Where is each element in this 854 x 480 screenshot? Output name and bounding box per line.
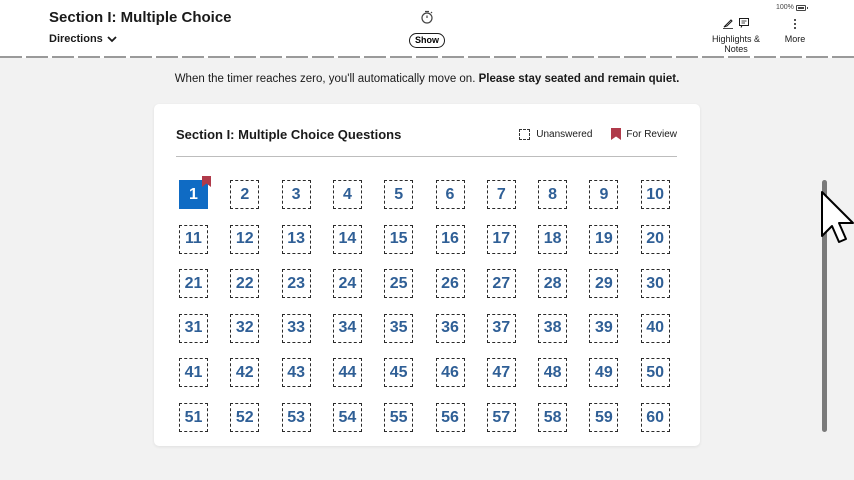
question-navigator-card <box>154 104 700 446</box>
question-button-17[interactable] <box>487 225 516 254</box>
question-number: 44 <box>338 363 357 381</box>
question-number: 33 <box>287 319 305 337</box>
question-number: 30 <box>646 274 665 292</box>
question-button-19[interactable] <box>589 225 618 254</box>
question-number: 10 <box>646 185 665 203</box>
question-number: 49 <box>594 363 613 381</box>
question-button-6[interactable] <box>436 180 465 209</box>
question-button-59[interactable] <box>589 403 618 432</box>
question-button-53[interactable] <box>282 403 311 432</box>
question-button-26[interactable] <box>436 269 465 298</box>
question-button-48[interactable] <box>538 358 567 387</box>
notice-text: When the timer reaches zero, you'll automatically move on. <box>174 73 479 85</box>
question-button-30[interactable] <box>641 269 670 298</box>
question-button-15[interactable] <box>384 225 413 254</box>
question-button-47[interactable] <box>487 358 516 387</box>
question-button-34[interactable] <box>333 314 362 343</box>
question-number: 11 <box>185 230 202 248</box>
question-button-50[interactable] <box>641 358 670 387</box>
question-button-9[interactable] <box>589 180 618 209</box>
question-button-46[interactable] <box>436 358 465 387</box>
question-number: 36 <box>441 319 459 337</box>
question-number: 43 <box>287 363 305 381</box>
question-button-45[interactable] <box>384 358 413 387</box>
question-button-13[interactable] <box>282 225 311 254</box>
question-number: 57 <box>492 408 511 426</box>
question-button-20[interactable] <box>641 225 670 254</box>
question-button-55[interactable] <box>384 403 413 432</box>
top-bar <box>0 0 854 58</box>
more-vertical-icon <box>782 17 808 31</box>
question-number: 24 <box>338 274 357 292</box>
question-number: 20 <box>646 230 665 248</box>
question-number: 50 <box>646 363 665 381</box>
question-number: 22 <box>235 274 254 292</box>
question-number: 56 <box>441 408 459 426</box>
question-number: 26 <box>441 274 459 292</box>
question-button-27[interactable] <box>487 269 516 298</box>
question-button-14[interactable] <box>333 225 362 254</box>
question-number: 40 <box>646 319 665 337</box>
question-number: 19 <box>594 230 613 248</box>
question-number: 8 <box>548 185 558 203</box>
card-title: Section I: Multiple Choice Questions <box>176 127 402 142</box>
question-button-54[interactable] <box>333 403 362 432</box>
question-button-7[interactable] <box>487 180 516 209</box>
question-button-52[interactable] <box>230 403 259 432</box>
question-button-12[interactable] <box>230 225 259 254</box>
question-number: 32 <box>235 319 254 337</box>
question-number: 34 <box>338 319 357 337</box>
page-title: Section I: Multiple Choice <box>49 9 232 26</box>
question-button-56[interactable] <box>436 403 465 432</box>
question-button-41[interactable] <box>179 358 208 387</box>
question-button-33[interactable] <box>282 314 311 343</box>
question-number: 52 <box>235 408 254 426</box>
question-button-29[interactable] <box>589 269 618 298</box>
question-number: 53 <box>287 408 305 426</box>
question-number: 3 <box>291 185 301 203</box>
question-number: 42 <box>235 363 254 381</box>
question-number: 35 <box>389 319 408 337</box>
question-number: 9 <box>599 185 609 203</box>
question-number: 51 <box>184 408 203 426</box>
question-button-3[interactable] <box>282 180 311 209</box>
legend <box>519 128 677 140</box>
question-button-39[interactable] <box>589 314 618 343</box>
question-button-60[interactable] <box>641 403 670 432</box>
chevron-down-icon <box>107 36 117 43</box>
more-button[interactable] <box>782 17 808 44</box>
question-button-28[interactable] <box>538 269 567 298</box>
show-timer-button[interactable]: Show <box>409 33 445 48</box>
question-button-24[interactable] <box>333 269 362 298</box>
question-button-25[interactable] <box>384 269 413 298</box>
question-number: 48 <box>543 363 562 381</box>
unanswered-legend-icon <box>519 129 530 140</box>
question-number: 37 <box>492 319 511 337</box>
timer-notice <box>0 73 854 85</box>
question-button-4[interactable] <box>333 180 362 209</box>
question-button-10[interactable] <box>641 180 670 209</box>
question-number: 38 <box>543 319 562 337</box>
question-button-51[interactable] <box>179 403 208 432</box>
question-number: 6 <box>445 185 455 203</box>
question-number: 41 <box>184 363 203 381</box>
notice-bold-text: Please stay seated and remain quiet. <box>478 73 680 85</box>
legend-review-label: For Review <box>626 128 677 140</box>
question-number: 59 <box>594 408 613 426</box>
question-number: 5 <box>394 185 404 203</box>
question-number: 16 <box>441 230 459 248</box>
header-divider <box>0 56 854 58</box>
question-button-22[interactable] <box>230 269 259 298</box>
question-number: 47 <box>492 363 511 381</box>
question-button-40[interactable] <box>641 314 670 343</box>
question-button-42[interactable] <box>230 358 259 387</box>
question-button-5[interactable] <box>384 180 413 209</box>
question-number: 58 <box>543 408 562 426</box>
mouse-cursor-icon <box>820 190 854 248</box>
question-number: 54 <box>338 408 357 426</box>
question-button-2[interactable] <box>230 180 259 209</box>
question-number: 7 <box>496 185 506 203</box>
question-number: 60 <box>646 408 665 426</box>
question-button-37[interactable] <box>487 314 516 343</box>
question-number: 21 <box>184 274 203 292</box>
question-button-43[interactable] <box>282 358 311 387</box>
question-button-31[interactable] <box>179 314 208 343</box>
question-number: 14 <box>338 230 357 248</box>
question-button-32[interactable] <box>230 314 259 343</box>
question-number: 4 <box>342 185 352 203</box>
question-button-57[interactable] <box>487 403 516 432</box>
question-button-1[interactable] <box>179 180 208 209</box>
question-number: 2 <box>240 185 250 203</box>
review-flag-icon <box>202 176 211 187</box>
highlights-notes-label: Highlights & Notes <box>711 34 761 54</box>
review-flag-icon <box>611 128 621 140</box>
battery-icon <box>796 5 806 11</box>
highlights-notes-button[interactable] <box>699 17 773 54</box>
highlighter-icon <box>722 17 734 29</box>
question-number: 29 <box>594 274 613 292</box>
question-number: 39 <box>594 319 613 337</box>
question-number: 23 <box>287 274 305 292</box>
card-divider <box>176 156 677 157</box>
question-number: 31 <box>184 319 203 337</box>
question-number: 25 <box>389 274 408 292</box>
question-button-11[interactable] <box>179 225 208 254</box>
battery-status <box>776 4 806 11</box>
question-button-8[interactable] <box>538 180 567 209</box>
battery-percent: 100% <box>776 4 794 11</box>
question-number: 27 <box>492 274 511 292</box>
question-number: 55 <box>389 408 408 426</box>
question-button-16[interactable] <box>436 225 465 254</box>
question-button-49[interactable] <box>589 358 618 387</box>
question-grid <box>179 180 679 432</box>
question-button-36[interactable] <box>436 314 465 343</box>
question-button-35[interactable] <box>384 314 413 343</box>
question-button-38[interactable] <box>538 314 567 343</box>
question-number: 1 <box>189 185 198 203</box>
directions-toggle[interactable] <box>49 33 117 45</box>
question-button-44[interactable] <box>333 358 362 387</box>
question-number: 28 <box>543 274 562 292</box>
question-number: 46 <box>441 363 459 381</box>
more-label: More <box>784 34 806 44</box>
note-icon <box>738 17 750 29</box>
question-number: 45 <box>389 363 408 381</box>
question-button-58[interactable] <box>538 403 567 432</box>
directions-label: Directions <box>49 33 103 45</box>
question-number: 12 <box>235 230 254 248</box>
question-number: 17 <box>492 230 511 248</box>
question-number: 13 <box>287 230 305 248</box>
question-button-21[interactable] <box>179 269 208 298</box>
question-button-23[interactable] <box>282 269 311 298</box>
question-number: 15 <box>389 230 408 248</box>
question-number: 18 <box>543 230 562 248</box>
question-button-18[interactable] <box>538 225 567 254</box>
legend-unanswered-label: Unanswered <box>536 128 593 140</box>
timer-icon <box>420 10 434 24</box>
